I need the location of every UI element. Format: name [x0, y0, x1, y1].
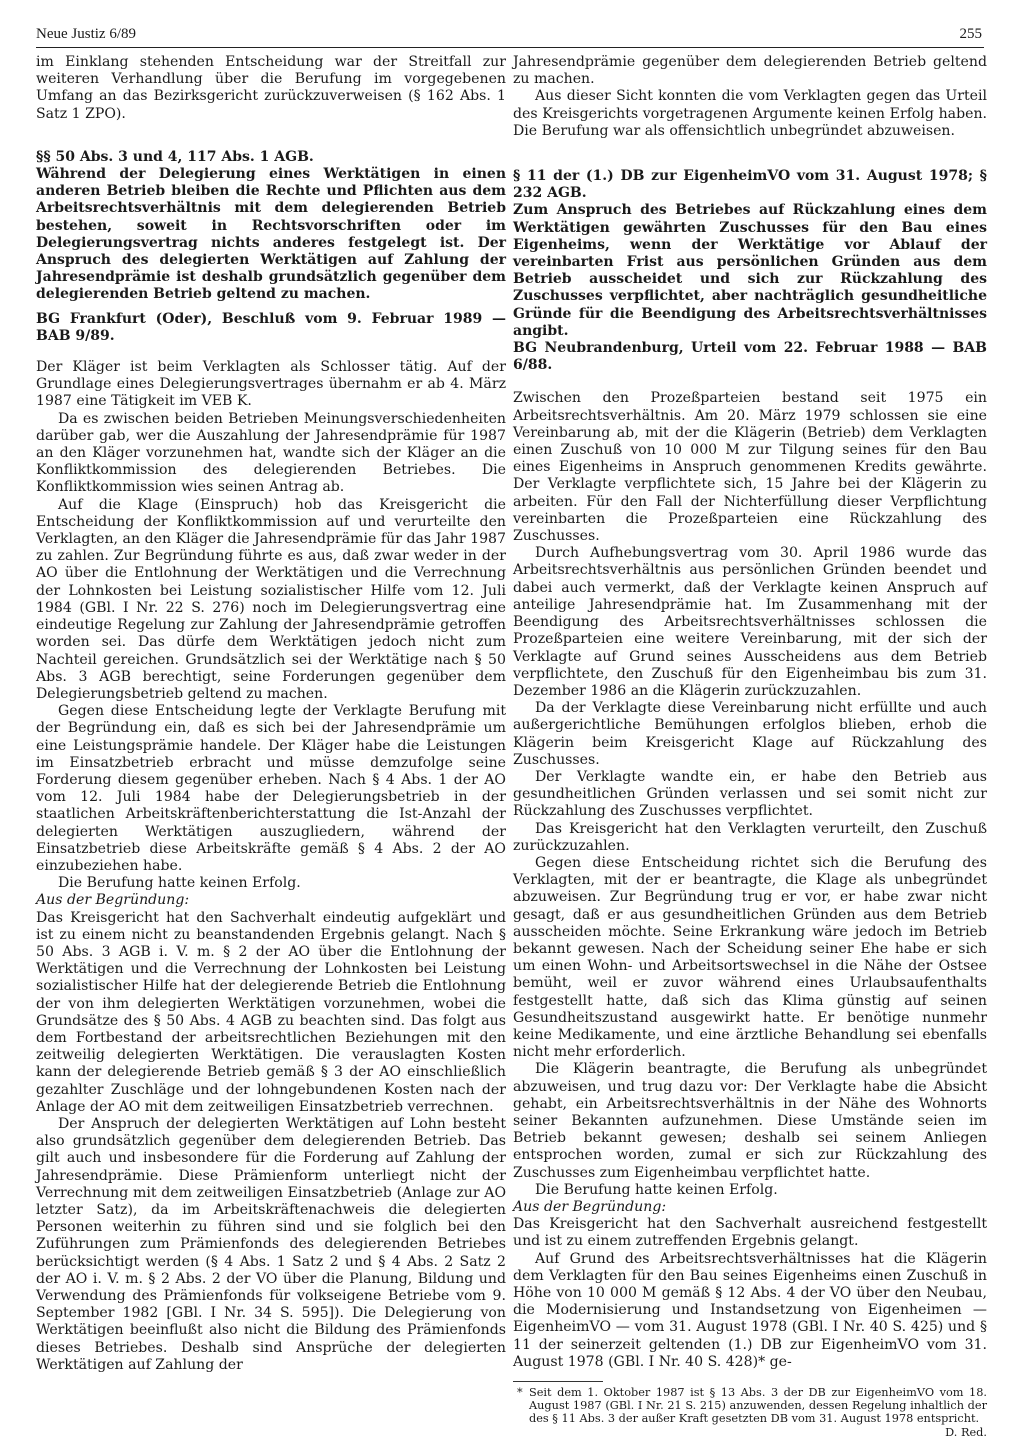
case-headnote: Während der Delegierung eines Werktätigen in einen anderen Betrieb bleiben die Rechte und Pflichten aus dem Arbeitsrechtsverhältnis mit dem delegierenden Betrieb bestehen, soweit in Rechtsvorschriften oder im Delegierungsvertrag nichts anderes festgelegt ist. Der Anspruch des delegierten Werktätigen auf Zahlung der Jahresendprämie ist deshalb grundsätzlich gegenüber dem delegierenden Betrieb geltend zu machen.: [36, 166, 506, 303]
paragraph: Das Kreisgericht hat den Sachverhalt ausreichend festgestellt und ist zu einem zutreffenden Ergebnis gelangt.: [513, 1216, 987, 1250]
paragraph: Da es zwischen beiden Betrieben Meinungsverschiedenheiten darüber gab, wer die Auszahlung der Jahresendprämie für 1987 an den Kläger vorzunehmen hat, wandte sich der Kläger an die Konfliktkommission des delegierenden Betriebes. Die Konfliktkommission wies seinen Antrag ab.: [36, 410, 506, 496]
continued-paragraph: Jahresendprämie gegenüber dem delegierenden Betrieb geltend zu machen.: [513, 54, 987, 88]
section-heading: Aus der Begründung:: [36, 892, 190, 909]
case-header-1: [36, 149, 506, 345]
right-column: [513, 54, 987, 1439]
paragraph: Die Berufung hatte keinen Erfolg.: [58, 875, 301, 892]
case-citation: BG Frankfurt (Oder), Beschluß vom 9. Februar 1989 — BAB 9/89.: [36, 310, 506, 344]
paragraph: Gegen diese Entscheidung richtet sich die Berufung des Verklagten, mit der er beantragte, die Klage als unbegründet abzuweisen. Zur Begründung trug er vor, er habe zwar nicht gesagt, daß er aus gesundheitlichen Gründen aus dem Betrieb ausscheiden möchte. Seine Erkrankung wäre jedoch im Betrieb bekannt gewesen. Nach der Scheidung seiner Ehe habe er sich um einen Wohn- und Arbeitsortswechsel in die Nähe der Ostsee bemüht, weil er zuvor während eines Urlaubsaufenthalts festgestellt hatte, daß sich das Klima günstig auf seinen Gesundheitszustand ausgewirkt hatte. Er benötige nunmehr keine Medikamente, und eine ärztliche Behandlung sei ebenfalls nicht mehr erforderlich.: [513, 854, 987, 1061]
paragraph: Auf die Klage (Einspruch) hob das Kreisgericht die Entscheidung der Konfliktkommission auf und verurteilte den Verklagten, an den Kläger die Jahresendprämie für das Jahr 1987 zu zahlen. Zur Begründung führte es aus, daß zwar weder in der AO über die Entlohnung der Werktätigen und die Verrechnung der Lohnkosten bei Leistung sozialistischer Hilfe vom 12. Juli 1984 (GBl. I Nr. 22 S. 276) noch im Delegierungsvertrag eine eindeutige Regelung zur Zahlung der Jahresendprämie getroffen worden sei. Das dürfe dem Werktätigen jedoch nicht zum Nachteil gereichen. Grundsätzlich sei der Werktätige nach § 50 Abs. 3 AGB berechtigt, seine Forderungen gegenüber dem Delegierungsbetrieb geltend zu machen.: [36, 496, 506, 702]
case-norm: § 11 der (1.) DB zur EigenheimVO vom 31. August 1978; § 232 AGB.: [513, 168, 987, 202]
case-norm: §§ 50 Abs. 3 und 4, 117 Abs. 1 AGB.: [36, 148, 314, 165]
paragraph: Der Verklagte wandte ein, er habe den Betrieb aus gesundheitlichen Gründen verlassen und sei somit nicht zur Rückzahlung des Zuschusses verpflichtet.: [513, 768, 987, 820]
footnote-signature: D. Red.: [945, 1425, 987, 1439]
footnote-divider: [513, 1381, 603, 1382]
paragraph: Der Kläger ist beim Verklagten als Schlosser tätig. Auf der Grundlage eines Delegierungsvertrages übernahm er ab 4. März 1987 eine Tätigkeit im VEB K.: [36, 359, 506, 410]
paragraph: Aus dieser Sicht konnten die vom Verklagten gegen das Urteil des Kreisgerichts vorgetragenen Argumente keinen Erfolg haben. Die Berufung war als offensichtlich unbegründet abzuweisen.: [513, 88, 987, 139]
paragraph: Da der Verklagte diese Vereinbarung nicht erfüllte und auch außergerichtliche Bemühungen erfolglos blieben, erhob die Klägerin beim Kreisgericht Klage auf Rückzahlung des Zuschusses.: [513, 700, 987, 768]
paragraph: Die Berufung hatte keinen Erfolg.: [535, 1181, 778, 1198]
paragraph: Zwischen den Prozeßparteien bestand seit 1975 ein Arbeitsrechtsverhältnis. Am 20. März 1979 schlossen sie eine Vereinbarung ab, mit der die Klägerin (Betrieb) dem Verklagten einen Zuschuß von 10 000 M zur Tilgung seines für den Bau eines Eigenheims in Anspruch genommenen Kredits gewährte. Der Verklagte verpflichtete sich, 15 Jahre bei der Klägerin zu arbeiten. Für den Fall der Nichterfüllung dieser Verpflichtung vereinbarten die Prozeßparteien eine Rückzahlung des Zuschusses.: [513, 390, 987, 545]
intro-paragraph: im Einklang stehenden Entscheidung war der Streitfall zur weiteren Verhandlung über die Berufung im vorgegebenen Umfang an das Bezirksgericht zurückzuverweisen (§ 162 Abs. 1 Satz 1 ZPO).: [36, 54, 506, 122]
paragraph: Das Kreisgericht hat den Sachverhalt eindeutig aufgeklärt und ist zu einem nicht zu beanstandenden Ergebnis gelangt. Nach § 50 Abs. 3 AGB i. V. m. § 2 der AO über die Entlohnung der Werktätigen und die Verrechnung der Lohnkosten bei Leistung sozialistischer Hilfe hat der delegierende Betrieb die Entlohnung der von ihm delegierten Werktätigen vorzunehmen, wobei die Grundsätze des § 50 Abs. 4 AGB zu beachten sind. Das folgt aus dem Fortbestand der arbeitsrechtlichen Beziehungen mit den zeitweilig delegierten Werktätigen. Die verauslagten Kosten kann der delegierende Betrieb gemäß § 3 der AO einschließlich gezahlter Zuschläge und der lohngebundenen Kosten nach der Anlage der AO mit dem zeitweiligen Einsatzbetrieb verrechnen.: [36, 909, 506, 1115]
paragraph: Durch Aufhebungsvertrag vom 30. April 1986 wurde das Arbeitsrechtsverhältnis aus persönlichen Gründen beendet und dabei auch vermerkt, daß der Verklagte keinen Anspruch auf anteilige Jahresendprämie hat. Im Zusammenhang mit der Beendigung des Arbeitsrechtsverhältnisses schlossen die Prozeßparteien eine weitere Vereinbarung, mit der sich der Verklagte auf Grund seines Ausscheidens aus dem Betrieb verpflichtete, den Zuschuß für den Eigenheimbau bis zum 31. Dezember 1986 an die Klägerin zurückzuzahlen.: [513, 545, 987, 699]
footnote-mark: *: [517, 1386, 523, 1400]
left-column: [36, 54, 506, 1374]
case-headnote: Zum Anspruch des Betriebes auf Rückzahlung eines dem Werktätigen gewährten Zuschusses für den Bau eines Eigenheims, wenn der Werktätige vor Ablauf der vereinbarten Frist aus persönlichen Gründen aus dem Betrieb ausscheidet und sich zur Rückzahlung des Zuschusses verpflichtet, aber nachträglich gesundheitliche Gründe für die Beendigung des Arbeitsrechtsverhältnisses angibt.: [513, 202, 987, 339]
footnote: [513, 1386, 987, 1439]
paragraph: Gegen diese Entscheidung legte der Verklagte Berufung mit der Begründung ein, daß es sich bei der Jahresendprämie um eine Leistungsprämie handele. Der Kläger habe die Leistungen im Einsatzbetrieb erbracht und müsse demzufolge seine Forderung diesem gegenüber erheben. Nach § 4 Abs. 1 der AO vom 12. Juli 1984 habe der Delegierungsbetrieb in der staatlichen Arbeitskräftenberichterstattung die Ist-Anzahl der delegierten Werktätigen auszugliedern, während der Einsatzbetrieb diese Arbeitskräfte gemäß § 4 Abs. 2 der AO einzubeziehen habe.: [36, 703, 506, 874]
case-header-2: [513, 168, 987, 374]
journal-title: Neue Justiz 6/89: [36, 26, 136, 42]
page-header: [36, 24, 984, 48]
page-number: 255: [959, 26, 982, 42]
section-heading: Aus der Begründung:: [513, 1199, 667, 1215]
case-citation: BG Neubrandenburg, Urteil vom 22. Februar 1988 — BAB 6/88.: [513, 340, 987, 374]
paragraph: Der Anspruch der delegierten Werktätigen auf Lohn besteht also grundsätzlich gegenüber dem delegierenden Betrieb. Das gilt auch und insbesondere für die Forderung auf Zahlung der Jahresendprämie. Diese Prämienform unterliegt nicht der Verrechnung mit dem zeitweiligen Einsatzbetrieb (Anlage zur AO letzter Satz), da im Arbeitskräftenachweis die delegierten Personen weiterhin zu führen sind und sie folglich bei den Zuführungen zum Prämienfonds des delegierenden Betriebes berücksichtigt werden (§ 4 Abs. 1 Satz 2 und § 4 Abs. 2 Satz 2 der AO i. V. m. § 2 Abs. 2 der VO über die Planung, Bildung und Verwendung des Prämienfonds für volkseigene Betriebe vom 9. September 1982 [GBl. I Nr. 34 S. 595]). Die Delegierung von Werktätigen beeinflußt also nicht die Bildung des Prämienfonds dieses Betriebes. Deshalb sind Ansprüche der delegierten Werktätigen auf Zahlung der: [36, 1115, 506, 1373]
paragraph: Das Kreisgericht hat den Verklagten verurteilt, den Zuschuß zurückzuzahlen.: [513, 820, 987, 854]
paragraph: Die Klägerin beantragte, die Berufung als unbegründet abzuweisen, und trug dazu vor: Der Verklagte habe die Absicht gehabt, ein Arbeitsrechtsverhältnis in der Nähe des Wohnorts seiner Bekannten aufzunehmen. Diese Umstände seien im Betrieb bekannt gewesen; deshalb sei seinem Anliegen entsprochen worden, zumal er sich zur Rückzahlung des Zuschusses zum Eigenheimbau verpflichtet hatte.: [513, 1061, 987, 1181]
footnote-text: Seit dem 1. Oktober 1987 ist § 13 Abs. 3 der DB zur EigenheimVO vom 18. August 1987 (GBl. I Nr. 21 S. 215) anzuwenden, dessen Regelung inhaltlich der des § 11 Abs. 3 der außer Kraft gesetzten DB vom 31. August 1978 entspricht.: [529, 1386, 987, 1426]
paragraph: Auf Grund des Arbeitsrechtsverhältnisses hat die Klägerin dem Verklagten für den Bau seines Eigenheims einen Zuschuß in Höhe von 10 000 M gemäß § 12 Abs. 4 der VO über den Neubau, die Modernisierung und Instandsetzung von Eigenheimen — EigenheimVO — vom 31. August 1978 (GBl. I Nr. 40 S. 425) und § 11 der seinerzeit geltenden (1.) DB zur EigenheimVO vom 31. August 1978 (GBl. I Nr. 40 S. 428)* ge-: [513, 1250, 987, 1370]
